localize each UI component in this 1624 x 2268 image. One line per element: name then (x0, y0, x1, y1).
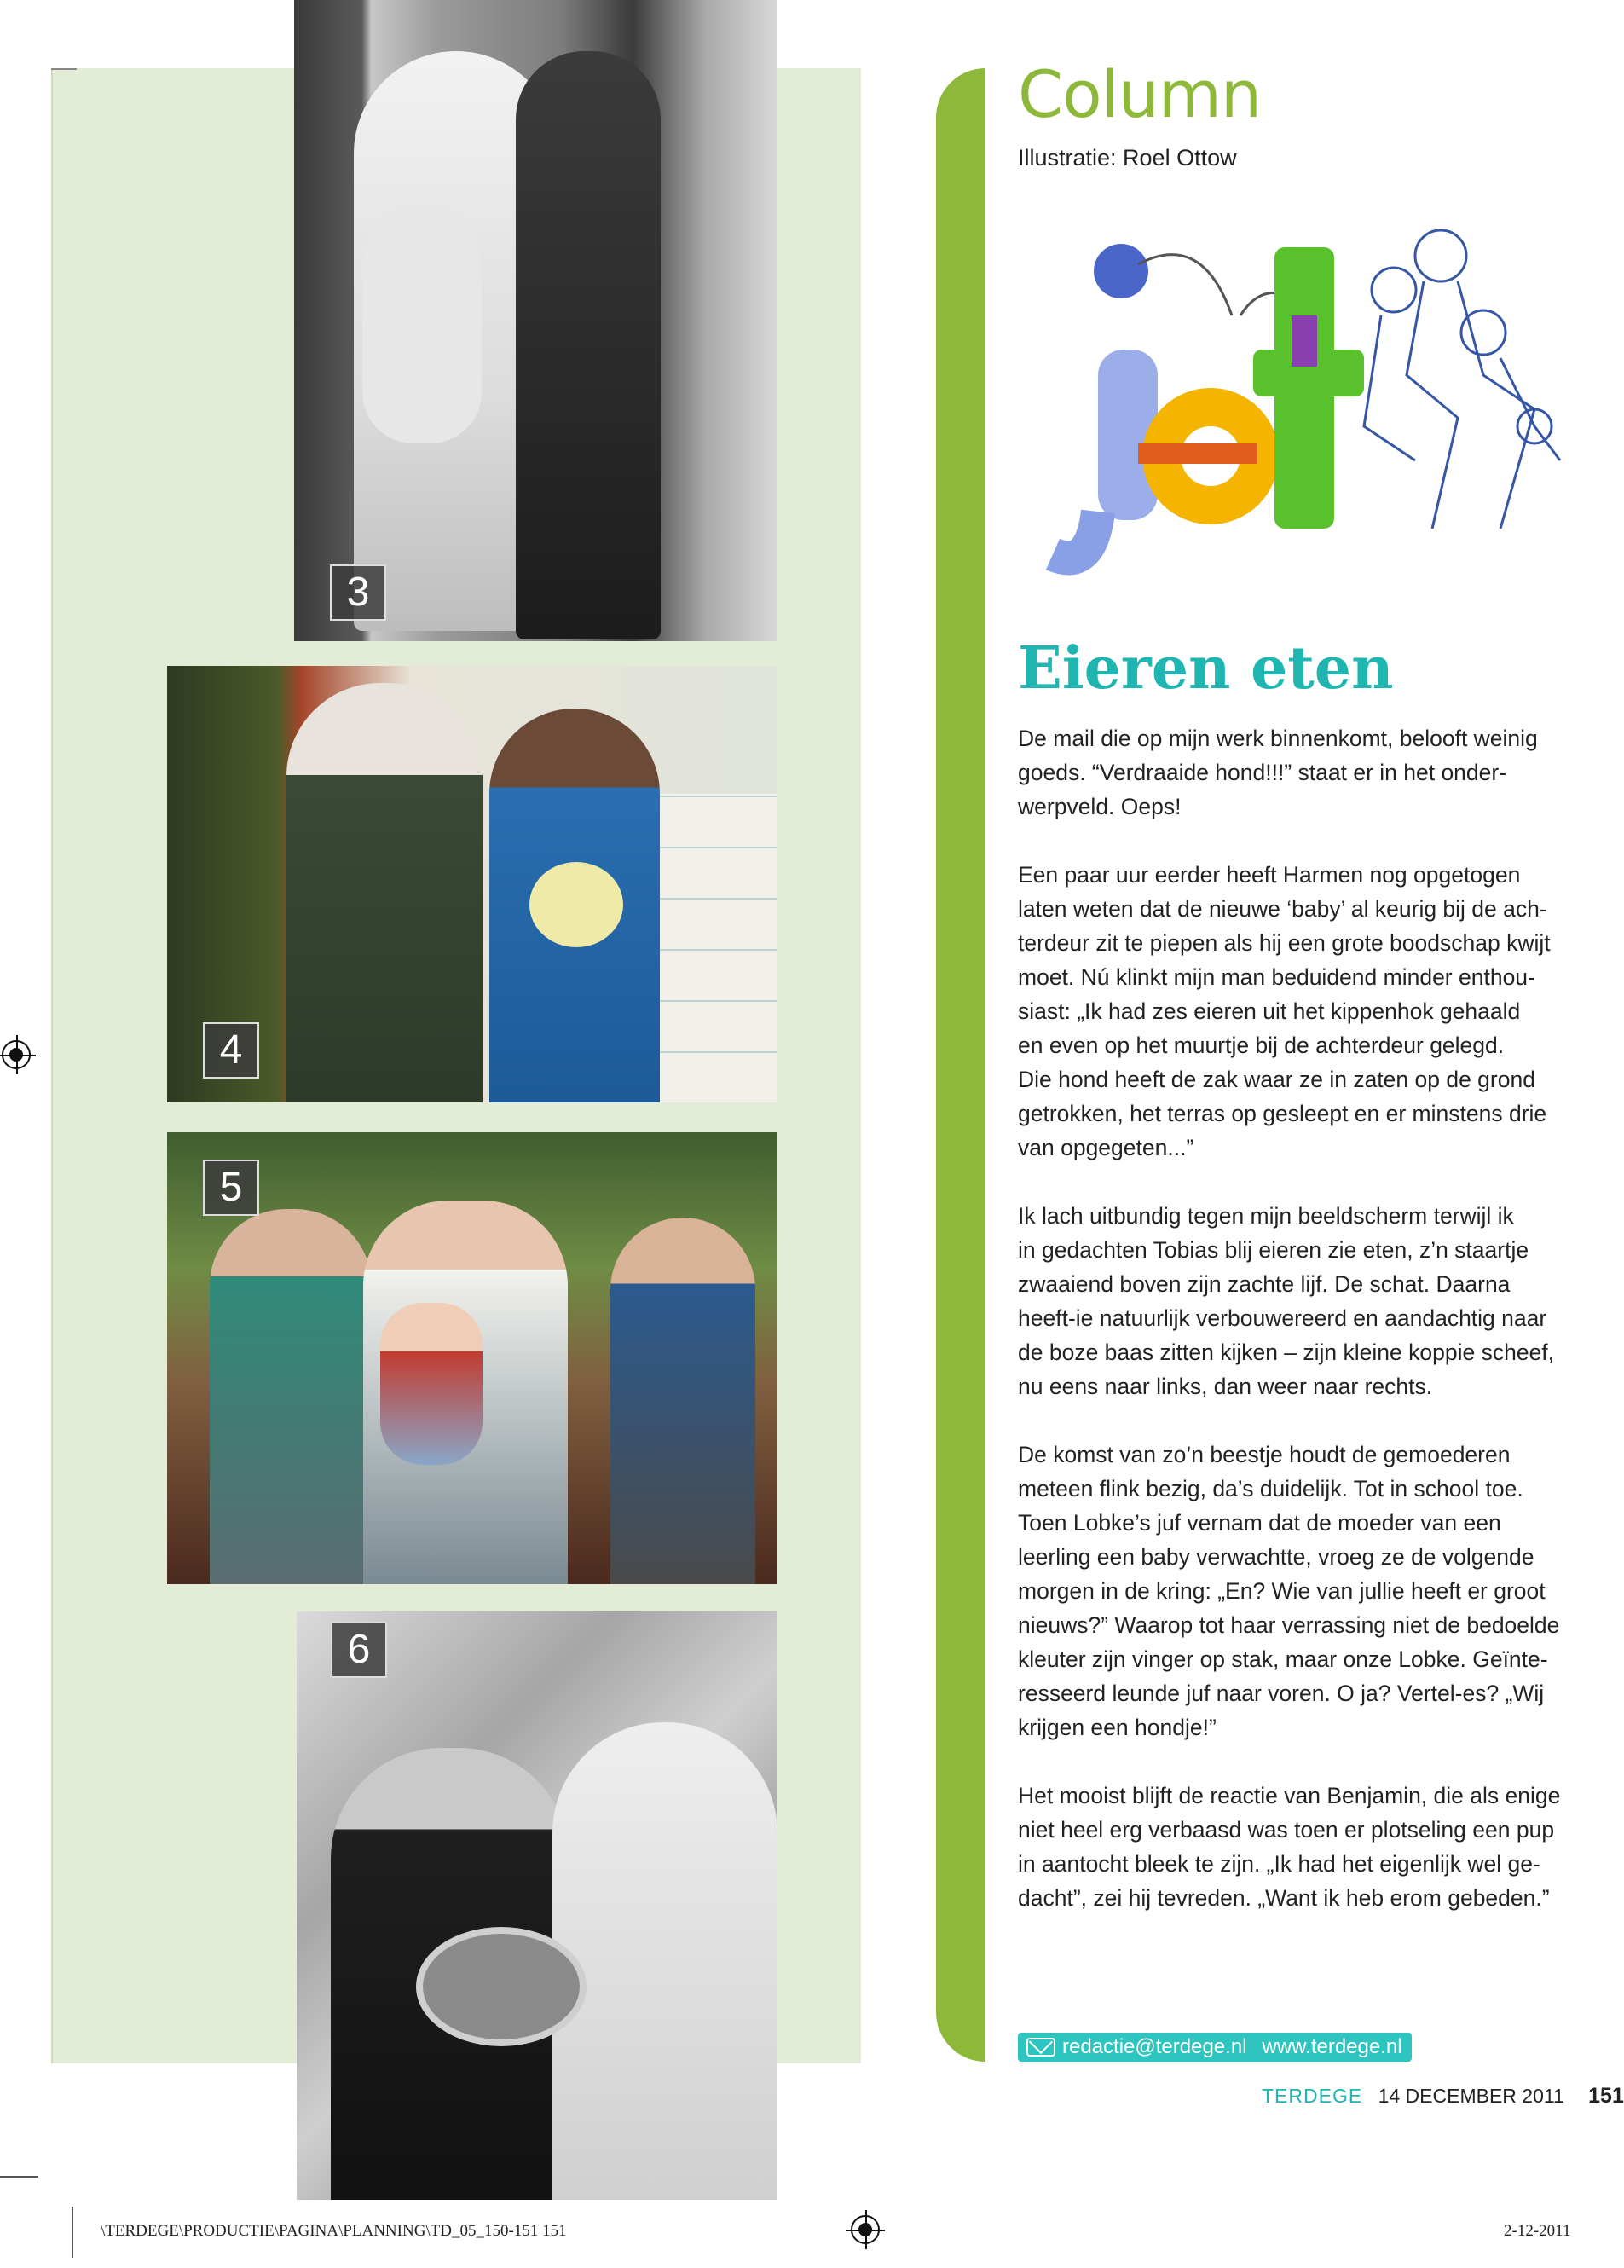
article-paragraph (1018, 858, 1573, 1165)
text-line: meteen flink bezig, da’s duidelijk. Tot in school toe. (1018, 1476, 1523, 1501)
text-line: Die hond heeft de zak waar ze in zaten op de grond (1018, 1067, 1535, 1092)
text-line: Een paar uur eerder heeft Harmen nog opgetogen (1018, 862, 1521, 888)
issue-date: 14 DECEMBER 2011 (1378, 2085, 1564, 2107)
text-line: moet. Nú klinkt mijn man beduidend minder enthou- (1018, 964, 1535, 990)
text-line: resseerd leunde juf naar voren. O ja? Vertel-es? „Wij (1018, 1681, 1545, 1706)
article-title: Eieren eten (1018, 634, 1394, 703)
photo-number-badge: 5 (203, 1160, 259, 1216)
text-line: Ik lach uitbundig tegen mijn beeldscherm terwijl ik (1018, 1203, 1514, 1229)
photo-bouquet (529, 862, 623, 947)
email-link[interactable]: redactie@terdege.nl (1062, 2035, 1247, 2058)
photo-figure (286, 683, 483, 1102)
column-accent-bar (936, 68, 985, 2062)
text-line: siast: „Ik had zes eieren uit het kippenhok gehaald (1018, 998, 1521, 1024)
photo-figure (210, 1209, 372, 1584)
text-line: De komst van zo’n beestje houdt de gemoederen (1018, 1442, 1511, 1467)
article-paragraph (1018, 1199, 1573, 1403)
text-line: van opgegeten...” (1018, 1135, 1194, 1160)
text-line: Toen Lobke’s juf vernam dat de moeder van een (1018, 1510, 1501, 1536)
text-line: getrokken, het terras op gesleept en er minstens drie (1018, 1101, 1547, 1126)
crop-mark (51, 68, 77, 70)
photo-figure (610, 1218, 755, 1584)
photo-hat (416, 1927, 587, 2046)
text-line: zwaaiend boven zijn zachte lijf. De schat. Daarna (1018, 1271, 1511, 1297)
registration-mark-icon (2, 1040, 31, 1069)
text-line: werpveld. Oeps! (1018, 794, 1182, 819)
contact-bar (1018, 2033, 1412, 2062)
article-paragraph (1018, 1438, 1573, 1744)
photo-number-badge: 3 (330, 564, 386, 621)
photo-figure (552, 1722, 777, 2200)
text-line: terdeur zit te piepen als hij een grote boodschap kwijt (1018, 930, 1551, 956)
text-line: en even op het muurtje bij de achterdeur gelegd. (1018, 1033, 1505, 1058)
logo-letter-t-accent (1292, 315, 1317, 367)
article-body (1018, 721, 1573, 1949)
text-line: de boze baas zitten kijken – zijn kleine koppie scheef, (1018, 1339, 1555, 1365)
photo-family-5 (167, 1132, 777, 1584)
logo-children-sketch (1364, 230, 1560, 529)
logo-arc (1138, 255, 1232, 315)
mail-icon (1026, 2038, 1055, 2057)
logo-letter-j-hook (1053, 512, 1098, 558)
logo-letter-e-stroke (1138, 443, 1257, 464)
text-line: nieuws?” Waarop tot haar verrassing niet de bedoelde (1018, 1612, 1560, 1638)
text-line: nu eens naar links, dan weer naar rechts. (1018, 1374, 1433, 1399)
photo-figure (516, 51, 661, 639)
text-line: goeds. “Verdraaide hond!!!” staat er in het onder- (1018, 760, 1507, 785)
illustration-credit: Illustratie: Roel Ottow (1018, 145, 1237, 171)
text-line: De mail die op mijn werk binnenkomt, belooft weinig (1018, 726, 1538, 751)
text-line: heeft-ie natuurlijk verbouwereerd en aandachtig naar (1018, 1305, 1547, 1331)
text-line: morgen in de kring: „En? Wie van jullie heeft er groot (1018, 1578, 1546, 1604)
logo-ball (1094, 244, 1148, 298)
photo-number-badge: 6 (331, 1622, 387, 1678)
text-line: Het mooist blijft de reactie van Benjamin, die als enige (1018, 1783, 1561, 1808)
photo-number-badge: 4 (203, 1022, 259, 1079)
text-line: krijgen een hondje!” (1018, 1715, 1217, 1740)
column-heading: Column (1018, 56, 1262, 132)
photo-couple-4 (167, 666, 777, 1102)
print-slug-path: \TERDEGE\PRODUCTIE\PAGINA\PLANNING\TD_05_150-151 151 (101, 2222, 567, 2240)
photo-figure (362, 205, 482, 443)
crop-mark (0, 2176, 38, 2178)
print-slug-date: 2-12-2011 (1504, 2222, 1571, 2240)
crop-mark (72, 2207, 73, 2258)
magazine-name: TERDEGE (1262, 2085, 1363, 2107)
page-footer (1262, 2084, 1624, 2109)
photo-figure (380, 1303, 483, 1465)
text-line: laten weten dat de nieuwe ‘baby’ al keurig bij de ach- (1018, 896, 1547, 922)
text-line: kleuter zijn vinger op stak, maar onze Lobke. Geïnte- (1018, 1646, 1548, 1672)
article-paragraph (1018, 1779, 1573, 1915)
page-number: 151 (1588, 2084, 1624, 2108)
text-line: in aantocht bleek te zijn. „Ik had het eigenlijk wel ge- (1018, 1851, 1540, 1877)
text-line: niet heel erg verbaasd was toen er plotseling een pup (1018, 1817, 1555, 1843)
text-line: in gedachten Tobias blij eieren zie eten, z’n staartje (1018, 1237, 1529, 1263)
jet-logo-illustration (1057, 205, 1573, 597)
text-line: leerling een baby verwachtte, vroeg ze de volgende (1018, 1544, 1534, 1570)
registration-mark-icon (851, 2215, 880, 2244)
photo-wedding-6 (297, 1611, 777, 2200)
article-paragraph (1018, 721, 1573, 824)
text-line: dacht”, zei hij tevreden. „Want ik heb erom gebeden.” (1018, 1885, 1550, 1911)
website-link[interactable]: www.terdege.nl (1262, 2035, 1402, 2058)
photo-wedding-3 (294, 0, 777, 641)
